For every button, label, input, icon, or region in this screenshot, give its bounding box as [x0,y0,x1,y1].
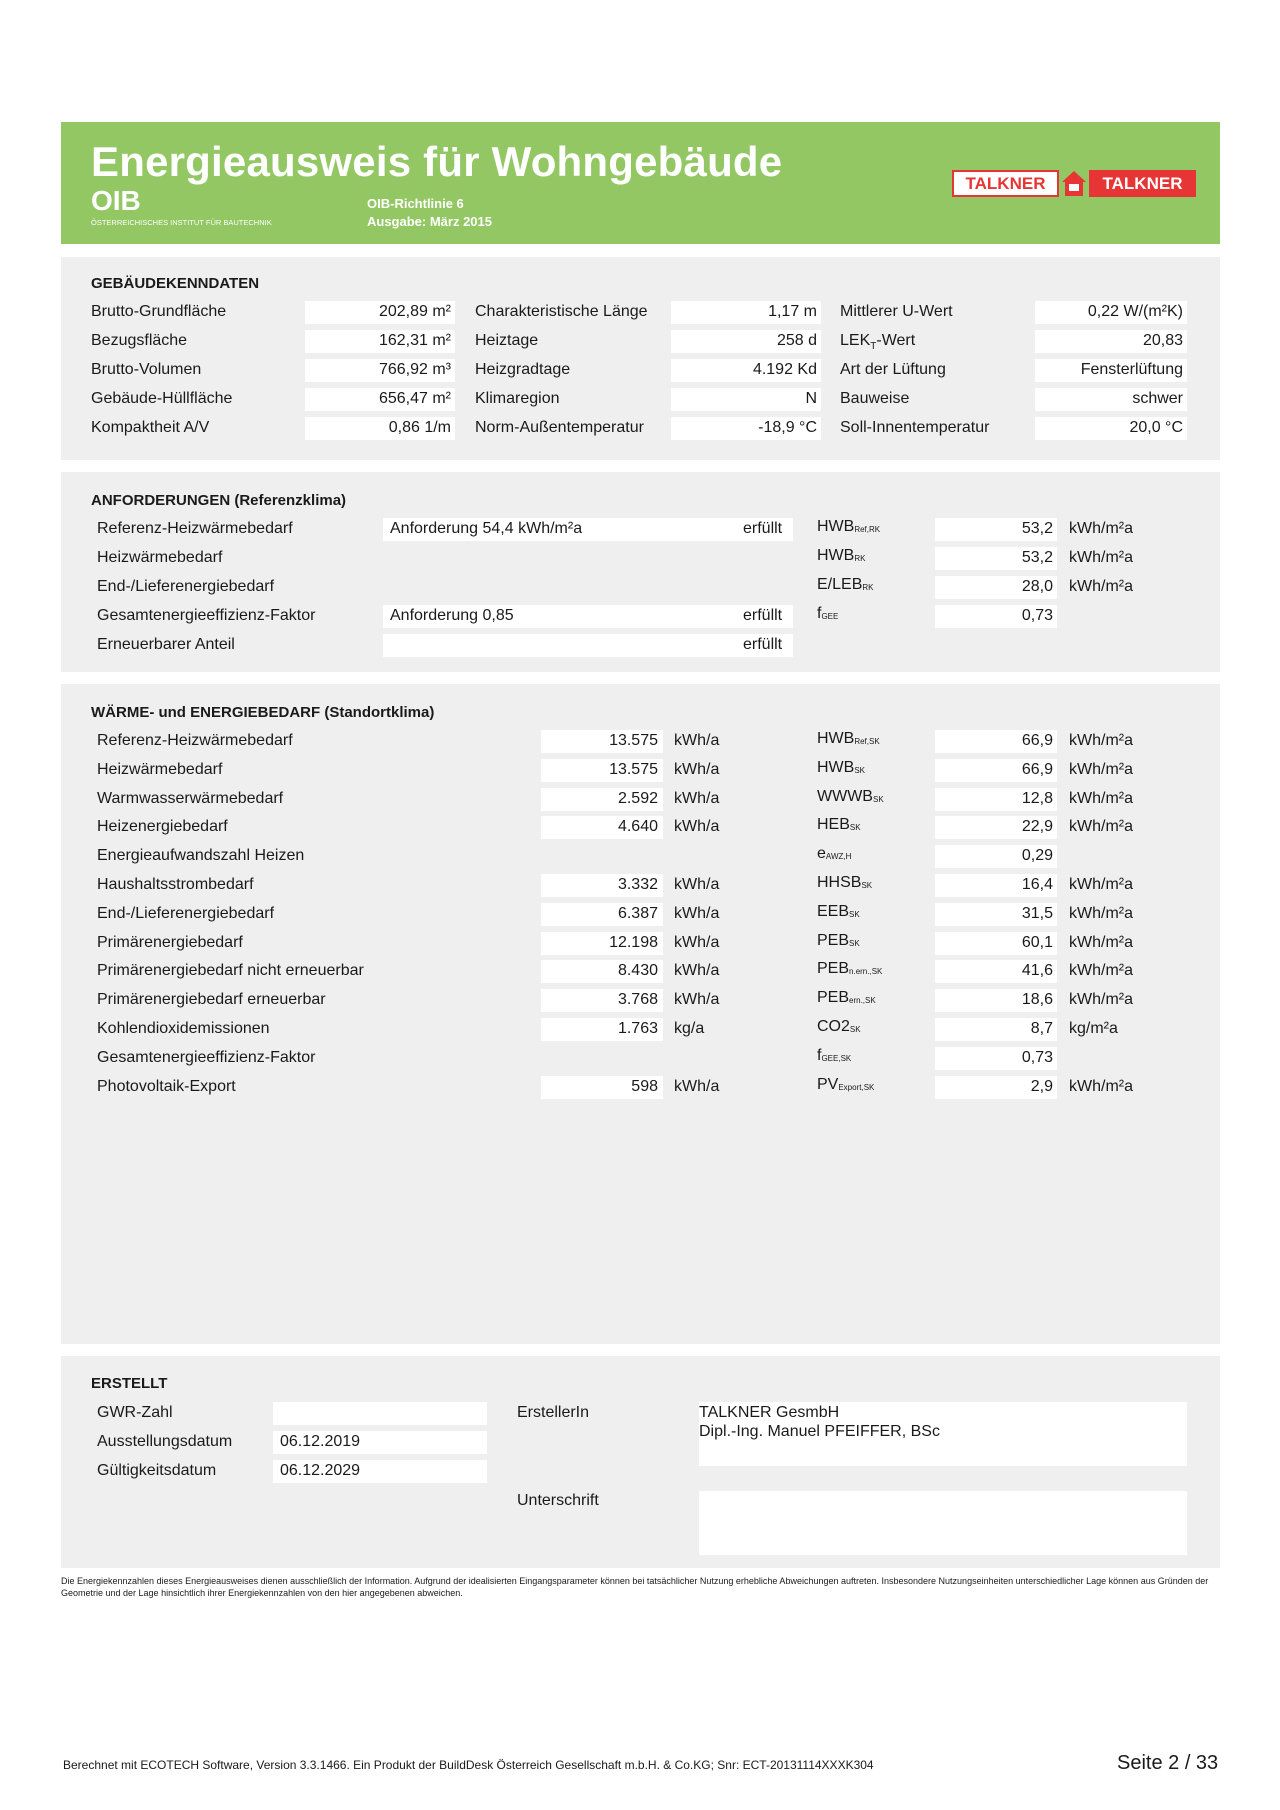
kenndaten-label: Heizgradtage [475,361,571,378]
bedarf-value: 8.430 [617,962,658,979]
bedarf-sk-unit: kWh/m²a [1069,934,1133,951]
kenndaten-value: schwer [1132,390,1183,407]
bedarf-value: 13.575 [609,761,658,778]
kenndaten-value: 0,86 1/m [388,419,451,436]
kenndaten-value: 656,47 m² [378,390,451,407]
bedarf-sk-value: 0,29 [1021,847,1053,864]
bedarf-unit: kg/a [674,1020,705,1037]
kenndaten-label [840,332,915,352]
kenndaten-label: Norm-Außentemperatur [475,419,644,436]
kenndaten-title: GEBÄUDEKENNDATEN [91,275,260,292]
anforderung-value: 53,2 [1021,549,1053,566]
bedarf-label: Referenz-Heizwärmebedarf [97,732,293,749]
kenndaten-value: 162,31 m² [378,332,451,349]
bedarf-label: End-/Lieferenergiebedarf [97,905,275,922]
kenndaten-label: Brutto-Grundfläche [91,303,227,320]
bedarf-symbol-sub: AWZ,H [825,852,852,861]
bedarf-symbol [817,816,861,834]
kenndaten-label: Brutto-Volumen [91,361,202,378]
bedarf-unit: kWh/a [674,790,720,807]
kenndaten-value: 0,22 W/(m²K) [1087,303,1183,320]
bedarf-value: 3.768 [617,991,658,1008]
bedarf-sk-unit: kWh/m²a [1069,1078,1133,1095]
bedarf-label: Kohlendioxidemissionen [97,1020,270,1037]
bedarf-symbol [817,960,882,978]
kenndaten-value: -18,9 °C [758,419,817,436]
bedarf-symbol-main: CO2 [817,1018,850,1035]
bedarf-value: 598 [631,1078,658,1095]
bedarf-sk-unit: kWh/m²a [1069,732,1133,749]
anforderung-unit: kWh/m²a [1069,578,1133,595]
bedarf-symbol-main: HHSB [817,874,862,891]
bedarf-label: Heizwärmebedarf [97,761,223,778]
bedarf-value: 12.198 [609,934,658,951]
bedarf-sk-unit: kWh/m²a [1069,962,1133,979]
bedarf-label: Gesamtenergieeffizienz-Faktor [97,1049,316,1066]
bedarf-sk-value: 31,5 [1021,905,1053,922]
bedarf-panel [61,684,1220,1344]
bedarf-label: Energieaufwandszahl Heizen [97,847,305,864]
bedarf-symbol-sub: Ref,SK [854,737,880,746]
bedarf-symbol-main: PEB [817,960,850,977]
anforderung-status: erfüllt [743,520,783,537]
anforderung-symbol [817,547,865,565]
anforderung-symbol-main: E/LEB [817,576,863,593]
bedarf-value: 13.575 [609,732,658,749]
bedarf-unit: kWh/a [674,1078,720,1095]
kenndaten-label: Heiztage [475,332,539,349]
ersteller-label: ErstellerIn [517,1404,590,1421]
anforderung-unit: kWh/m²a [1069,549,1133,566]
gwr-label: GWR-Zahl [97,1404,173,1421]
bedarf-unit: kWh/a [674,934,720,951]
bedarf-label: Haushaltsstrombedarf [97,876,254,893]
bedarf-value: 1.763 [617,1020,658,1037]
bedarf-sk-unit: kWh/m²a [1069,905,1133,922]
bedarf-unit: kWh/a [674,991,720,1008]
bedarf-value: 6.387 [617,905,658,922]
bedarf-sk-unit: kWh/m²a [1069,790,1133,807]
kenndaten-value: Fensterlüftung [1080,361,1183,378]
lek-text: LEK [840,332,871,349]
bedarf-symbol-sub: n.ern.,SK [849,967,883,976]
bedarf-sk-value: 60,1 [1021,934,1053,951]
disclaimer-note: Die Energiekennzahlen dieses Energieausweises dienen ausschließlich der Information. Aufgrund der idealisierten Eingangsparameter können bei tatsächlicher Nutzung erhebliche Abweichungen auftreten. Insbesondere Nutzungseinheiten unterschiedlicher Lage können aus Gründen der Geometrie und der Lage hinsichtlich ihrer Energiekennzahlen von den hier angegebenen abweichen. [61,1576,1209,1598]
bedarf-symbol-main: f [817,1047,822,1064]
anforderung-requirement: Anforderung 0,85 [390,607,514,624]
bedarf-sk-value: 66,9 [1021,761,1053,778]
oib-subtitle: ÖSTERREICHISCHES INSTITUT FÜR BAUTECHNIK [91,218,272,227]
bedarf-symbol-sub: ern.,SK [849,996,876,1005]
kenndaten-label: Mittlerer U-Wert [840,303,953,320]
bedarf-sk-value: 12,8 [1021,790,1053,807]
anforderung-requirement: Anforderung 54,4 kWh/m²a [390,520,583,537]
bedarf-symbol-main: HEB [817,816,850,833]
bedarf-symbol-main: e [817,845,826,862]
page-title: Energieausweis für Wohngebäude [91,138,783,185]
ausstellung-value: 06.12.2019 [280,1433,361,1450]
logo-right-text: TALKNER [1089,170,1196,197]
bedarf-unit: kWh/a [674,962,720,979]
anforderung-status: erfüllt [743,607,783,624]
bedarf-unit: kWh/a [674,732,720,749]
kenndaten-value: 20,83 [1142,332,1183,349]
bedarf-sk-unit: kWh/m²a [1069,818,1133,835]
unterschrift-label: Unterschrift [517,1492,599,1509]
bedarf-value: 4.640 [617,818,658,835]
ersteller-line1: TALKNER GesmbH [699,1404,840,1421]
kenndaten-label: Kompaktheit A/V [91,419,210,436]
bedarf-label: Warmwasserwärmebedarf [97,790,284,807]
anforderung-symbol-main: HWB [817,547,855,564]
bedarf-symbol [817,1018,861,1036]
bedarf-sk-value: 41,6 [1021,962,1053,979]
anforderung-label: Heizwärmebedarf [97,549,223,566]
anforderung-label: Gesamtenergieeffizienz-Faktor [97,607,316,624]
kenndaten-value: 4.192 Kd [752,361,817,378]
kenndaten-label: Bauweise [840,390,910,407]
anforderung-symbol-main: HWB [817,518,855,535]
bedarf-symbol-main: PEB [817,989,850,1006]
anforderungen-title: ANFORDERUNGEN (Referenzklima) [91,492,347,509]
anforderung-symbol [817,605,838,623]
bedarf-symbol [817,1047,851,1065]
anforderung-unit: kWh/m²a [1069,520,1133,537]
anforderung-label: Referenz-Heizwärmebedarf [97,520,293,537]
bedarf-symbol [817,874,872,892]
bedarf-label: Primärenergiebedarf nicht erneuerbar [97,962,364,979]
bedarf-symbol-sub: SK [849,939,860,948]
bedarf-symbol [817,989,876,1007]
anforderung-symbol-sub: RK [862,583,874,592]
kenndaten-value: N [805,390,817,407]
house-icon [1061,170,1087,197]
bedarf-symbol-sub: SK [849,910,860,919]
bedarf-sk-value: 66,9 [1021,732,1053,749]
anforderung-symbol-sub: Ref,RK [854,525,881,534]
anforderung-symbol-main: f [817,605,822,622]
ausgabe: Ausgabe: März 2015 [367,214,492,229]
bedarf-sk-value: 16,4 [1021,876,1053,893]
bedarf-symbol-main: PV [817,1076,839,1093]
bedarf-value: 2.592 [617,790,658,807]
bedarf-sk-value: 18,6 [1021,991,1053,1008]
bedarf-symbol [817,845,851,863]
footer-software: Berechnet mit ECOTECH Software, Version 3.3.1466. Ein Produkt der BuildDesk Österreich Gesellschaft m.b.H. & Co.KG; Snr: ECT-20131114XXXK304 [63,1758,874,1772]
anforderung-symbol [817,518,880,536]
gwr-box [273,1402,487,1425]
kenndaten-value: 202,89 m² [378,303,451,320]
gueltig-value: 06.12.2029 [280,1462,361,1479]
kenndaten-value: 1,17 m [768,303,817,320]
kenndaten-value: 766,92 m³ [378,361,451,378]
lek-sub: T [870,341,877,353]
bedarf-symbol-main: WWWB [817,788,873,805]
bedarf-symbol-sub: SK [872,795,884,804]
bedarf-value: 3.332 [617,876,658,893]
bedarf-symbol [817,730,880,748]
bedarf-sk-value: 0,73 [1021,1049,1053,1066]
bedarf-unit: kWh/a [674,876,720,893]
anforderung-label: End-/Lieferenergiebedarf [97,578,275,595]
kenndaten-value: 20,0 °C [1129,419,1183,436]
richtlinie: OIB-Richtlinie 6 [367,196,464,211]
kenndaten-label: Art der Lüftung [840,361,946,378]
anforderung-label: Erneuerbarer Anteil [97,636,235,653]
bedarf-symbol [817,788,884,806]
bedarf-sk-unit: kWh/m²a [1069,991,1133,1008]
bedarf-sk-unit: kWh/m²a [1069,761,1133,778]
bedarf-symbol [817,1076,874,1094]
talkner-logo [952,170,1196,197]
kenndaten-label: Klimaregion [475,390,560,407]
anforderung-symbol-sub: RK [854,554,866,563]
bedarf-sk-unit: kg/m²a [1069,1020,1118,1037]
page-number: Seite 2 / 33 [1117,1752,1219,1774]
bedarf-sk-value: 22,9 [1021,818,1053,835]
ersteller-line2: Dipl.-Ing. Manuel PFEIFFER, BSc [699,1423,940,1440]
bedarf-symbol [817,903,860,921]
anforderung-symbol [817,576,873,594]
bedarf-label: Primärenergiebedarf [97,934,243,951]
kenndaten-label: Gebäude-Hüllfläche [91,390,233,407]
bedarf-symbol-sub: SK [861,881,873,890]
gueltig-label: Gültigkeitsdatum [97,1462,217,1479]
bedarf-sk-value: 8,7 [1030,1020,1053,1037]
bedarf-label: Photovoltaik-Export [97,1078,236,1095]
ausstellung-label: Ausstellungsdatum [97,1433,233,1450]
anforderung-status: erfüllt [743,636,783,653]
logo-left-text: TALKNER [952,170,1059,197]
kenndaten-value: 258 d [776,332,817,349]
bedarf-symbol-sub: SK [854,766,865,775]
bedarf-sk-value: 2,9 [1030,1078,1053,1095]
bedarf-symbol-sub: SK [849,1025,861,1034]
anforderung-value: 0,73 [1021,607,1053,624]
bedarf-symbol-sub: SK [849,823,861,832]
bedarf-symbol [817,932,860,950]
bedarf-symbol-main: PEB [817,932,850,949]
unterschrift-box [699,1491,1187,1555]
bedarf-label: Heizenergiebedarf [97,818,228,835]
anforderung-value: 28,0 [1021,578,1053,595]
bedarf-symbol-main: EEB [817,903,850,920]
anforderung-value: 53,2 [1021,520,1053,537]
bedarf-title: WÄRME- und ENERGIEBEDARF (Standortklima) [91,704,435,721]
bedarf-unit: kWh/a [674,905,720,922]
bedarf-symbol [817,759,865,777]
kenndaten-label: Charakteristische Länge [475,303,648,320]
bedarf-symbol-sub: GEE,SK [821,1054,852,1063]
bedarf-symbol-main: HWB [817,759,855,776]
anforderung-box [383,634,793,657]
bedarf-label: Primärenergiebedarf erneuerbar [97,991,326,1008]
bedarf-symbol-sub: Export,SK [838,1083,875,1092]
kenndaten-label: Bezugsfläche [91,332,188,349]
bedarf-symbol-main: HWB [817,730,855,747]
erstellt-title: ERSTELLT [91,1375,168,1392]
bedarf-unit: kWh/a [674,818,720,835]
bedarf-unit: kWh/a [674,761,720,778]
lek-suffix: -Wert [876,332,916,349]
anforderung-symbol-sub: GEE [821,612,839,621]
kenndaten-label: Soll-Innentemperatur [840,419,990,436]
bedarf-sk-unit: kWh/m²a [1069,876,1133,893]
oib-logo-text: OIB [91,185,141,216]
